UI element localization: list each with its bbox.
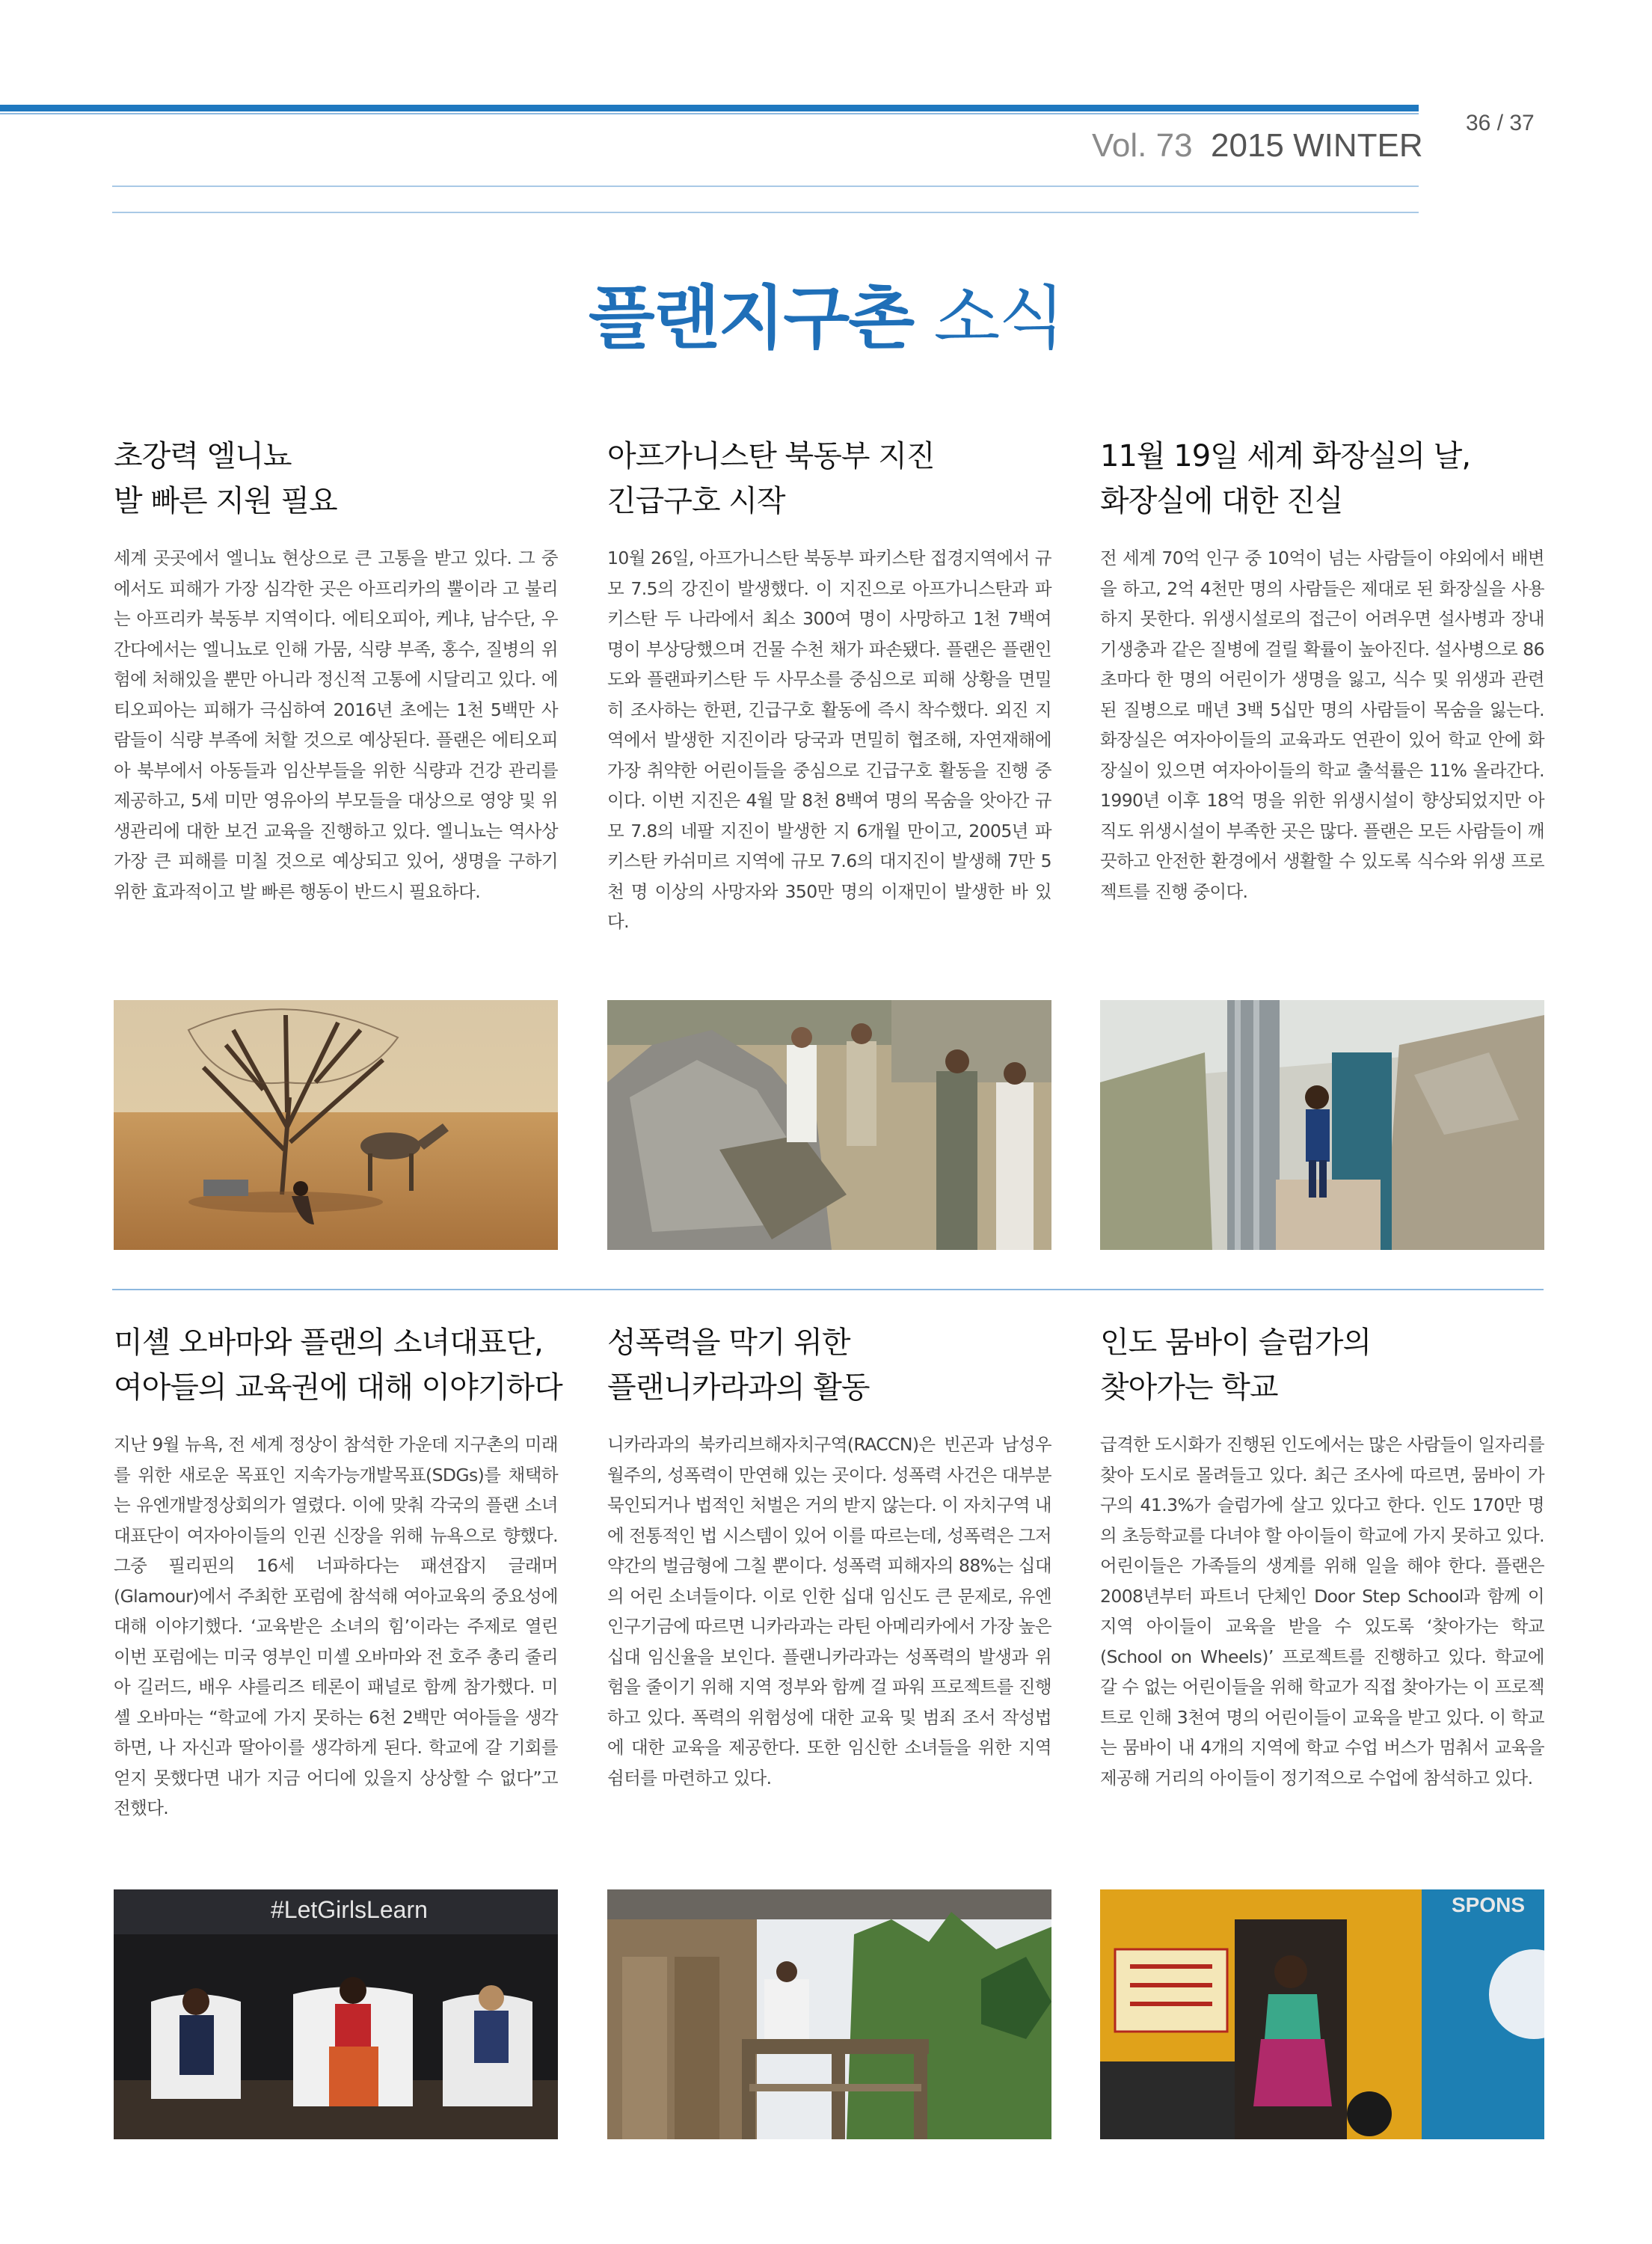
issue-season: 2015 WINTER bbox=[1211, 127, 1423, 164]
article-mumbai-school-on-wheels bbox=[1100, 1320, 1544, 1793]
header-rule-1 bbox=[112, 186, 1419, 187]
article-body: 전 세계 70억 인구 중 10억이 넘는 사람들이 야외에서 배변을 하고, 2억 4천만 명의 사람들은 제대로 된 화장실을 사용하지 못한다. 위생시설로의 접근이 어려우면 설사병과 장내 기생충과 같은 질병에 걸릴 확률이 높아진다. 설사병으로 86초마다 한 명의 어린이가 생명을 잃고, 식수 및 위생과 관련된 질병으로 매년 3백 5십만 명의 사람들이 목숨을 잃는다. 화장실은 여자아이들의 교육과도 연관이 있어 학교 안에 화장실이 있으면 여자아이들의 학교 출석률은 11% 올라간다. 1990년 이후 18억 명을 위한 위생시설이 향상되었지만 아직도 위생시설이 부족한 곳은 많다. 플랜은 모든 사람들이 깨끗하고 안전한 환경에서 생활할 수 있도록 식수와 위생 프로젝트를 진행 중이다. bbox=[1100, 548, 1544, 902]
issue-label bbox=[1092, 127, 1423, 165]
article-title-line-2: 발 빠른 지원 필요 bbox=[114, 484, 337, 518]
article-title-line-2: 플랜니카라과의 활동 bbox=[607, 1370, 870, 1405]
article-body: 지난 9월 뉴욕, 전 세계 정상이 참석한 가운데 지구촌의 미래를 위한 새로운 목표인 지속가능개발목표(SDGs)를 채택하는 유엔개발정상회의가 열렸다. 이에 맞춰 각국의 플랜 소녀 대표단이 여자아이들의 인권 신장을 위해 뉴욕으로 향했다. 그중 필리핀의 16세 너파하다는 패션잡지 글래머(Glamour)에서 주최한 포럼에 참석해 여아교육의 중요성에 대해 이야기했다. ‘교육받은 소녀의 힘’이라는 주제로 열린 이번 포럼에는 미국 영부인 미셸 오바마와 전 호주 총리 줄리아 길러드, 배우 샤를리즈 테론이 패널로 함께 참가했다. 미셸 오바마는 “학교에 가지 못하는 6천 2백만 여아들을 생각하면, 나 자신과 딸아이를 생각하게 된다. 학교에 갈 기회를 얻지 못했다면 내가 지금 어디에 있을지 상상할 수 없다”고 전했다. bbox=[114, 1434, 558, 1818]
header-top-line bbox=[0, 113, 1419, 114]
article-title-line-1: 인도 뭄바이 슬럼가의 bbox=[1100, 1325, 1372, 1360]
photo-school-bus bbox=[1100, 1889, 1544, 2139]
volume-number: Vol. 73 bbox=[1092, 127, 1193, 164]
photo-toilet-child bbox=[1100, 1000, 1544, 1250]
article-title-line-1: 11월 19일 세계 화장실의 날, bbox=[1100, 439, 1471, 473]
photo-drought-tree bbox=[114, 1000, 558, 1250]
article-afghanistan-earthquake bbox=[607, 434, 1051, 937]
photo-nicaragua-house bbox=[607, 1889, 1051, 2139]
article-body: 급격한 도시화가 진행된 인도에서는 많은 사람들이 일자리를 찾아 도시로 몰려들고 있다. 최근 조사에 따르면, 뭄바이 가구의 41.3%가 슬럼가에 살고 있다고 한다. 인도 170만 명의 초등학교를 다녀야 할 아이들이 학교에 가지 못하고 있다. 어린이들은 가족들의 생계를 위해 일을 해야 한다. 플랜은 2008년부터 파트너 단체인 Door Step School과 함께 이 지역 아이들이 교육을 받을 수 있도록 ‘찾아가는 학교(School on Wheels)’ 프로젝트를 진행하고 있다. 학교에 갈 수 없는 어린이들을 위해 학교가 직접 찾아가는 이 프로젝트로 인해 3천여 명의 어린이들이 교육을 받고 있다. 이 학교는 뭄바이 내 4개의 지역에 학교 수업 버스가 멈춰서 교육을 제공해 거리의 아이들이 정기적으로 수업에 참석하고 있다. bbox=[1100, 1434, 1544, 1788]
article-title-line-2: 화장실에 대한 진실 bbox=[1100, 484, 1343, 518]
page-title-bold: 플랜지구촌 bbox=[588, 278, 914, 358]
article-plan-nicaragua bbox=[607, 1320, 1051, 1793]
article-body: 세계 곳곳에서 엘니뇨 현상으로 큰 고통을 받고 있다. 그 중에서도 피해가 가장 심각한 곳은 아프리카의 뿔이라 고 불리는 아프리카 북동부 지역이다. 에티오피아, 케냐, 남수단, 우간다에서는 엘니뇨로 인해 가뭄, 식량 부족, 홍수, 질병의 위험에 처해있을 뿐만 아니라 정신적 고통에 시달리고 있다. 에티오피아는 피해가 극심하여 2016년 초에는 1천 5백만 사람들이 식량 부족에 처할 것으로 예상된다. 플랜은 에티오피아 북부에서 아동들과 임산부들을 위한 식량과 건강 관리를 제공하고, 5세 미만 영유아의 부모들을 대상으로 영양 및 위생관리에 대한 보건 교육을 진행하고 있다. 엘니뇨는 역사상 가장 큰 피해를 미칠 것으로 예상되고 있어, 생명을 구하기 위한 효과적이고 발 빠른 행동이 반드시 필요하다. bbox=[114, 548, 558, 902]
article-title-line-2: 긴급구호 시작 bbox=[607, 484, 785, 518]
article-title-line-1: 미셸 오바마와 플랜의 소녀대표단, bbox=[114, 1325, 543, 1360]
article-title-line-2: 여아들의 교육권에 대해 이야기하다 bbox=[114, 1370, 562, 1405]
article-title-line-1: 초강력 엘니뇨 bbox=[114, 439, 292, 473]
article-title-line-2: 찾아가는 학교 bbox=[1100, 1370, 1278, 1405]
bus-sign-text: SPONS bbox=[1452, 1893, 1526, 1916]
page-numbers: 36 / 37 bbox=[1466, 111, 1535, 135]
photo-earthquake-rubble bbox=[607, 1000, 1051, 1250]
article-body: 10월 26일, 아프가니스탄 북동부 파키스탄 접경지역에서 규모 7.5의 강진이 발생했다. 이 지진으로 아프가니스탄과 파키스탄 두 나라에서 최소 300여 명이 사망하고 1천 7백여 명이 부상당했으며 건물 수천 채가 파손됐다. 플랜은 플랜인도와 플랜파키스탄 두 사무소를 중심으로 피해 상황을 면밀히 조사하는 한편, 긴급구호 활동에 즉시 착수했다. 외진 지역에서 발생한 지진이라 당국과 면밀히 협조해, 자연재해에 가장 취약한 어린이들을 중심으로 긴급구호 활동을 진행 중이다. 이번 지진은 4월 말 8천 8백여 명의 목숨을 앗아간 규모 7.8의 네팔 지진이 발생한 지 6개월 만이고, 2005년 파키스탄 카쉬미르 지역에 규모 7.6의 대지진이 발생해 7만 5천 명 이상의 사망자와 350만 명의 이재민이 발생한 바 있다. bbox=[607, 548, 1051, 932]
header-rule-2 bbox=[112, 212, 1419, 213]
row-divider bbox=[112, 1289, 1544, 1290]
page-title-light: 소식 bbox=[933, 278, 1064, 358]
article-world-toilet-day bbox=[1100, 434, 1544, 907]
article-title-line-1: 아프가니스탄 북동부 지진 bbox=[607, 439, 935, 473]
article-title-line-1: 성폭력을 막기 위한 bbox=[607, 1325, 850, 1360]
event-banner-text: #LetGirlsLearn bbox=[271, 1896, 428, 1923]
page-title bbox=[0, 263, 1652, 362]
article-body: 니카라과의 북카리브해자치구역(RACCN)은 빈곤과 남성우월주의, 성폭력이 만연해 있는 곳이다. 성폭력 사건은 대부분 묵인되거나 법적인 처벌은 거의 받지 않는다. 이 자치구역 내에 전통적인 법 시스템이 있어 이를 따르는데, 성폭력은 그저 약간의 벌금형에 그칠 뿐이다. 성폭력 피해자의 88%는 십대의 어린 소녀들이다. 이로 인한 십대 임신도 큰 문제로, 유엔인구기금에 따르면 니카라과는 라틴 아메리카에서 가장 높은 십대 임신율을 보인다. 플랜니카라과는 성폭력의 발생과 위험을 줄이기 위해 지역 정부와 함께 걸 파워 프로젝트를 진행하고 있다. 폭력의 위험성에 대한 교육 및 범죄 조서 작성법에 대한 교육을 제공한다. 또한 임신한 소녀들을 위한 지역 쉼터를 마련하고 있다. bbox=[607, 1434, 1051, 1788]
header-top-bar bbox=[0, 105, 1419, 111]
article-el-nino bbox=[114, 434, 558, 907]
article-michelle-obama bbox=[114, 1320, 562, 1824]
photo-forum-panel bbox=[114, 1889, 558, 2139]
